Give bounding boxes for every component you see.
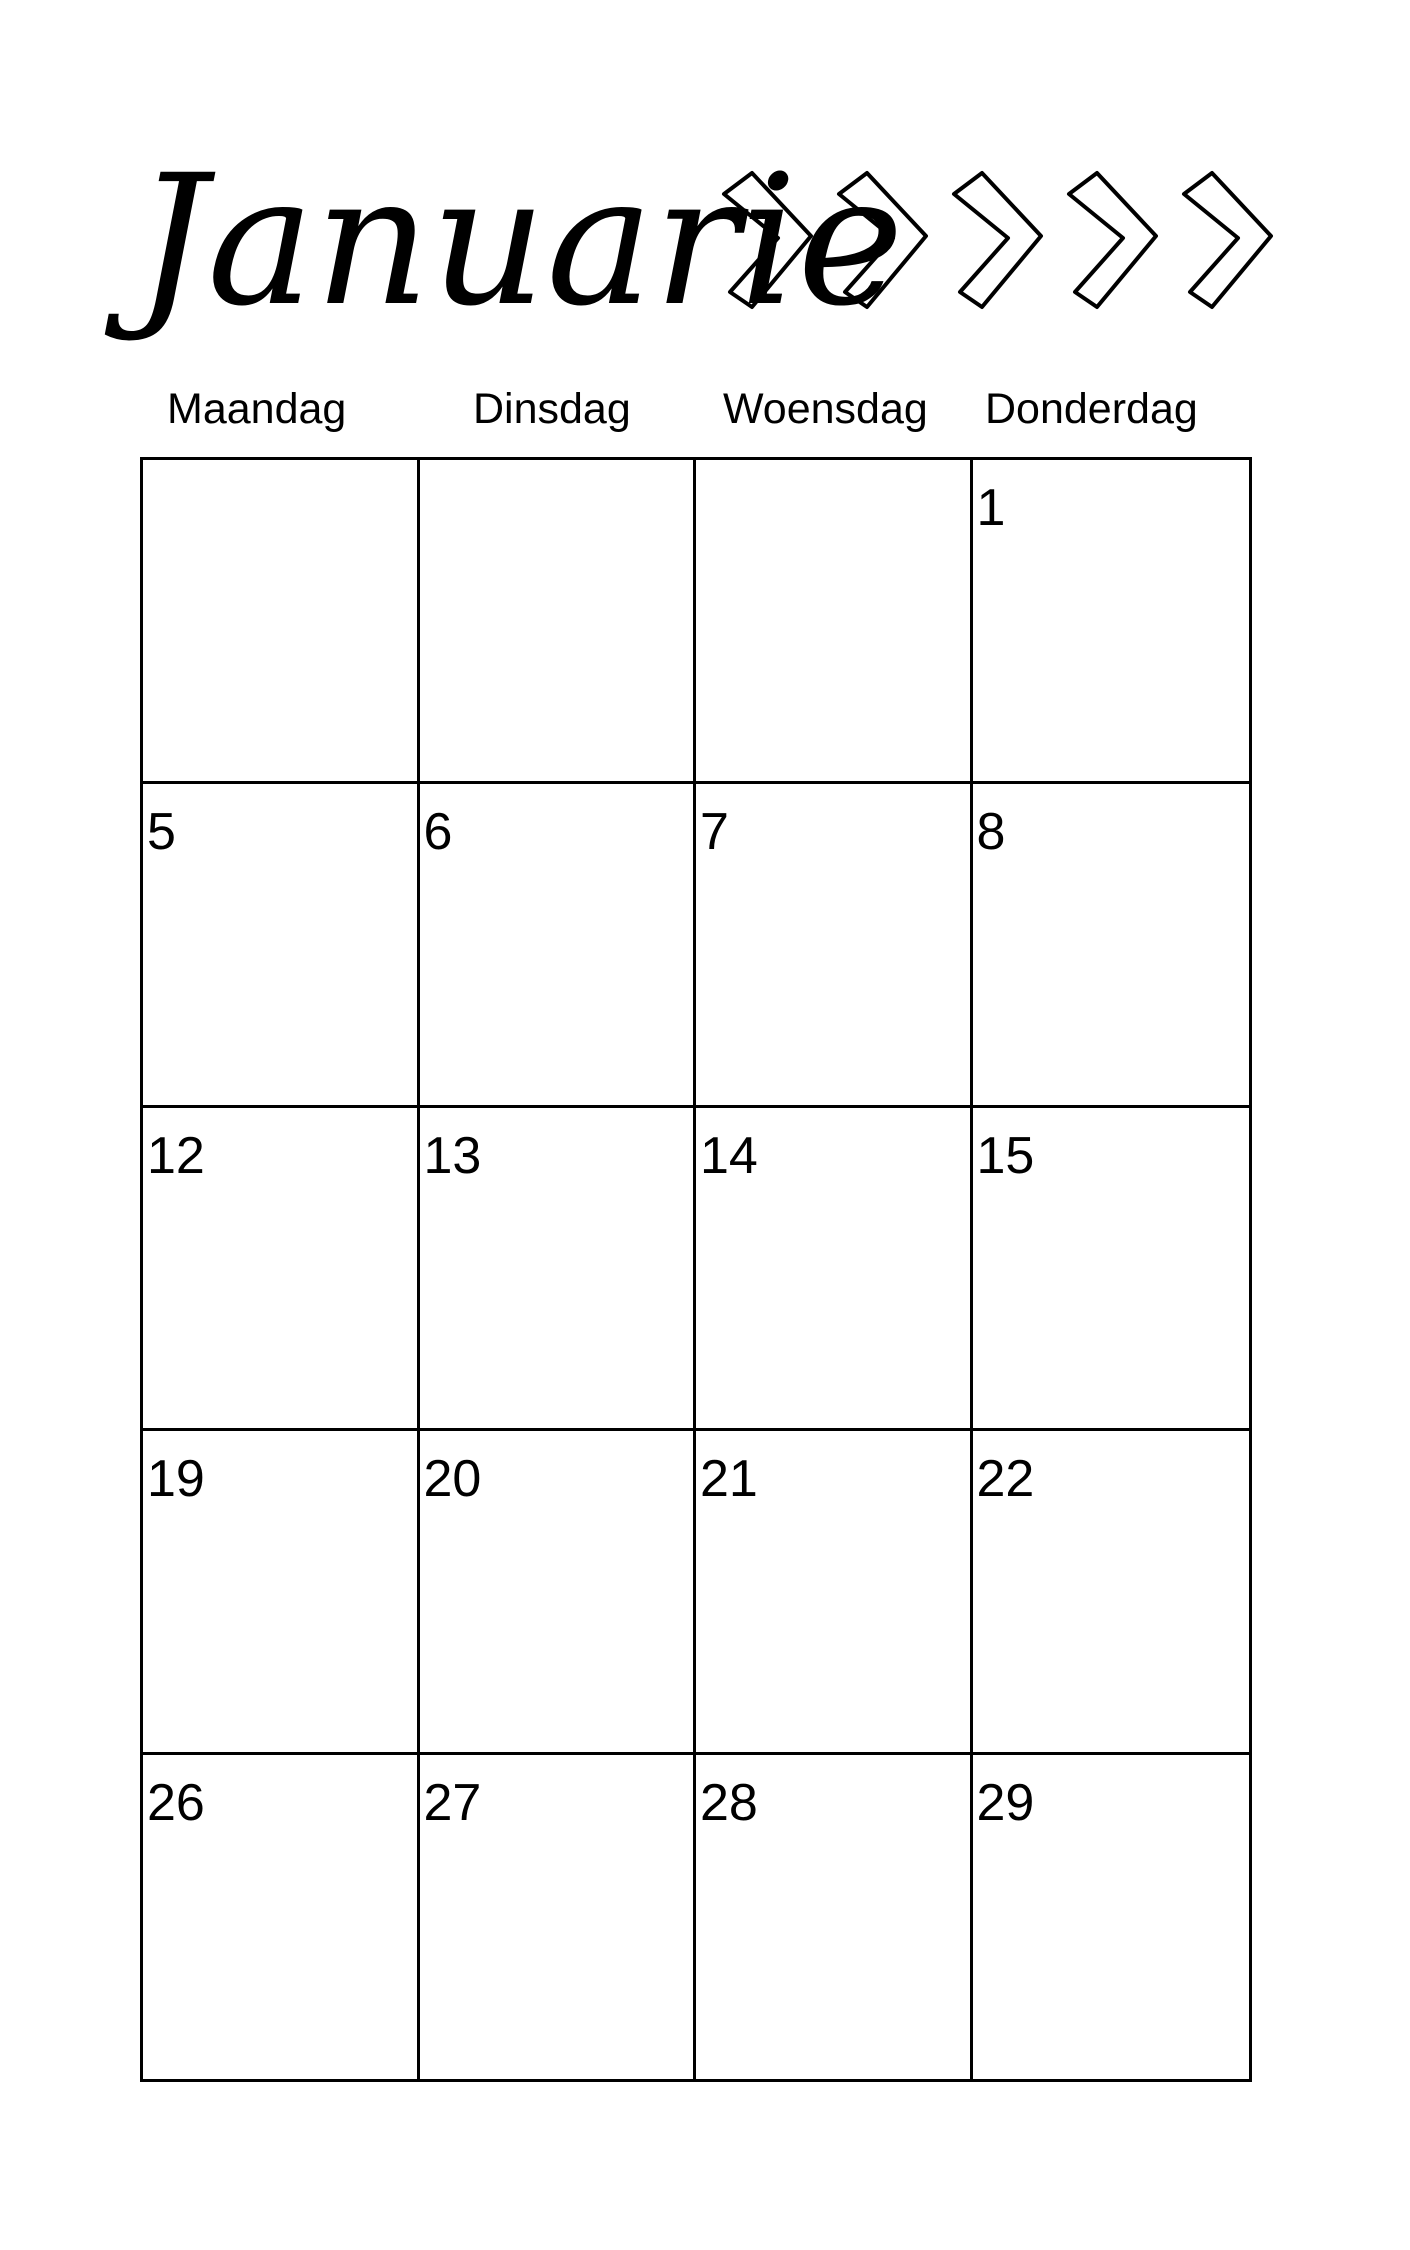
- day-cell[interactable]: [420, 1108, 697, 1432]
- day-cell[interactable]: [143, 784, 420, 1108]
- chevron-right-icon: [1184, 173, 1271, 307]
- day-cell[interactable]: [143, 1108, 420, 1432]
- day-number: 5: [147, 802, 176, 861]
- chevron-right-icon: [724, 173, 811, 307]
- day-cell[interactable]: [143, 460, 420, 784]
- day-cell[interactable]: [420, 460, 697, 784]
- day-number: 7: [700, 802, 729, 861]
- weekday-thursday: Donderdag: [985, 385, 1198, 433]
- calendar-grid: [140, 457, 1252, 2082]
- day-cell[interactable]: [420, 1755, 697, 2079]
- day-number: 26: [147, 1774, 205, 1833]
- weekday-wednesday: Woensdag: [723, 385, 928, 433]
- day-number: 27: [423, 1774, 482, 1833]
- day-cell[interactable]: [696, 1431, 973, 1755]
- day-number: 13: [423, 1126, 482, 1185]
- chevron-right-icon: [954, 173, 1041, 307]
- day-cell[interactable]: [973, 460, 1250, 784]
- day-cell[interactable]: [973, 1431, 1250, 1755]
- day-number: 19: [147, 1450, 205, 1509]
- day-cell[interactable]: [973, 1755, 1250, 2079]
- day-number: 14: [700, 1126, 758, 1185]
- day-number: 20: [423, 1450, 482, 1509]
- day-cell[interactable]: [143, 1755, 420, 2079]
- day-number: 22: [976, 1450, 1035, 1509]
- day-cell[interactable]: [696, 1108, 973, 1432]
- day-number: 28: [700, 1774, 758, 1833]
- day-cell[interactable]: [696, 1755, 973, 2079]
- chevron-right-icon: [1069, 173, 1156, 307]
- day-number: 21: [700, 1450, 758, 1509]
- day-number: 8: [976, 802, 1006, 861]
- day-cell[interactable]: [143, 1431, 420, 1755]
- day-cell[interactable]: [973, 1108, 1250, 1432]
- day-number: 12: [147, 1126, 205, 1185]
- day-cell[interactable]: [420, 784, 697, 1108]
- month-title-text: Januarie: [135, 137, 904, 346]
- day-number: 1: [976, 479, 1006, 537]
- day-cell[interactable]: [973, 784, 1250, 1108]
- day-number: 6: [423, 802, 453, 861]
- day-number: 29: [976, 1774, 1035, 1833]
- day-cell[interactable]: [420, 1431, 697, 1755]
- day-cell[interactable]: [696, 784, 973, 1108]
- weekday-tuesday: Dinsdag: [473, 385, 631, 433]
- day-cell[interactable]: [696, 460, 973, 784]
- weekday-monday: Maandag: [167, 385, 347, 433]
- chevron-decoration: [718, 168, 1283, 323]
- chevron-right-icon: [839, 173, 926, 307]
- day-number: 15: [976, 1126, 1035, 1185]
